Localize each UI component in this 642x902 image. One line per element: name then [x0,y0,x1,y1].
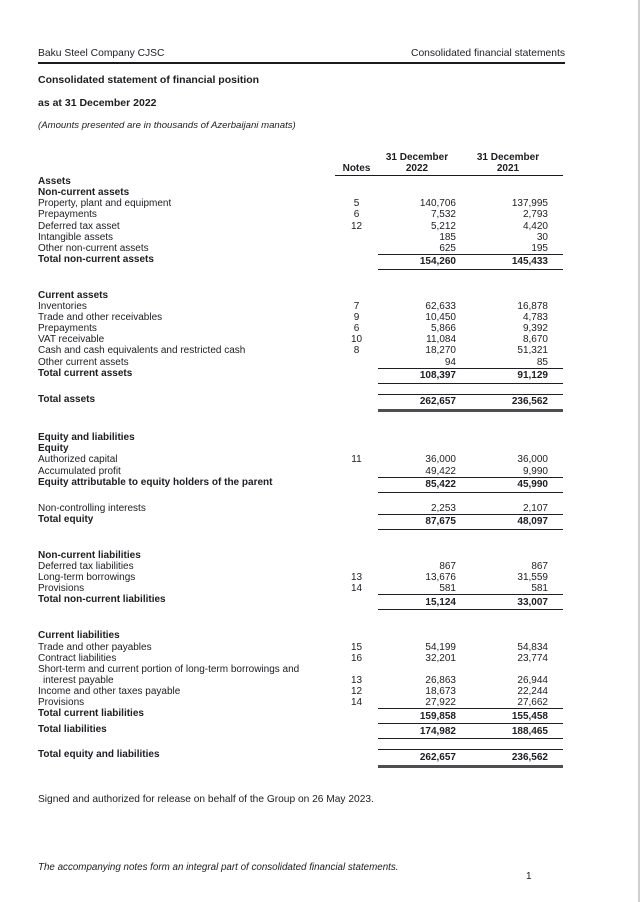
row-value-2021: 45,990 [468,477,563,493]
total-row [38,368,563,384]
row-value-2021 [468,290,563,301]
section-header-row [38,176,563,187]
document-type: Consolidated financial statements [411,48,565,59]
row-value-2021: 36,000 [517,454,548,466]
row-value-2022 [378,550,468,561]
row-value-2021: 195 [531,242,548,254]
row-value-2022: 2,253 [430,502,456,514]
header-label-spacer [38,163,335,176]
row-value-2021: 26,944 [517,674,548,686]
table-row [38,232,563,243]
section-header-row [38,187,563,198]
row-note [335,443,378,454]
row-value-2022: 7,532 [430,209,456,221]
row-value-2022: 26,863 [425,674,456,686]
row-value-2022: 87,675 [378,514,468,530]
row-note [335,254,378,270]
section-header-row [38,443,563,454]
row-label: Current assets [38,289,109,301]
row-note [335,368,378,384]
row-value-2022: 625 [439,242,456,254]
row-label: Total current liabilities [38,708,144,720]
row-note [335,466,378,477]
table-header-row-1 [38,152,563,163]
table-body [38,176,563,768]
row-label: Accumulated profit [38,465,121,477]
row-label: Total equity [38,513,94,525]
table-row [38,357,563,368]
row-value-2021: 137,995 [511,198,548,210]
col-2022-header-line1: 31 December [385,152,449,163]
row-value-2022 [378,290,468,301]
table-row [38,323,563,334]
row-label: Other current assets [38,356,129,368]
row-note: 15 [350,641,363,653]
table-row [38,675,563,686]
row-value-2022: 140,706 [419,198,456,210]
row-value-2022: 108,397 [378,368,468,384]
table-row [38,583,563,594]
row-label: Authorized capital [38,454,118,466]
row-value-2022: 154,260 [378,254,468,270]
page-number: 1 [526,871,532,882]
page-edge-shadow [638,0,640,902]
row-note: 14 [350,696,363,708]
row-label: Contract liabilities [38,652,117,664]
table-row [38,209,563,220]
row-note [335,724,378,739]
row-value-2021: 30 [536,231,548,243]
row-note: 14 [350,583,363,595]
row-value-2021: 31,559 [517,572,548,584]
row-label: VAT receivable [38,334,105,346]
header-label-spacer [38,152,335,163]
row-label: Income and other taxes payable [38,685,181,697]
total-row [38,514,563,530]
row-note: 6 [353,209,360,221]
row-note [335,357,378,368]
row-value-2022: 262,657 [378,394,468,413]
table-row [38,334,563,345]
table-row [38,572,563,583]
row-note: 11 [351,454,362,466]
table-row [38,345,563,356]
row-note: 13 [350,674,363,686]
row-label: interest payable [43,674,114,686]
table-row [38,653,563,664]
col-2021-header-line2: 2021 [468,163,563,176]
row-value-2021 [468,443,563,454]
total-row [38,394,563,413]
row-label: Deferred tax liabilities [38,561,134,573]
row-note: 12 [350,685,363,697]
row-label: Equity attributable to equity holders of the parent [38,476,273,488]
row-value-2021: 145,433 [468,254,563,270]
row-spacer [38,384,563,394]
row-label: Non-current assets [38,187,130,199]
amounts-note: (Amounts presented are in thousands of Azerbaijani manats) [38,120,296,131]
row-note [335,243,378,254]
row-value-2022: 13,676 [425,572,456,584]
table-row [38,642,563,653]
row-spacer [38,739,563,749]
row-label: Deferred tax asset [38,220,120,232]
row-value-2021: 33,007 [468,594,563,610]
row-spacer [38,412,563,432]
table-row [38,697,563,708]
total-row [38,749,563,768]
row-label: Equity and liabilities [38,432,135,444]
row-note [335,232,378,243]
row-value-2022: 581 [439,583,456,595]
row-label: Total non-current liabilities [38,594,166,606]
header-notes-spacer [335,152,378,163]
table-row [38,466,563,477]
row-label: Other non-current assets [38,242,149,254]
row-value-2021: 188,465 [468,724,563,739]
row-value-2022: 18,673 [425,685,456,697]
row-value-2022: 85,422 [378,477,468,493]
row-value-2021: 91,129 [468,368,563,384]
footer-note: The accompanying notes form an integral part of consolidated financial statements. [38,862,399,873]
row-note [335,187,378,198]
row-value-2022: 867 [439,561,456,573]
running-header [38,48,565,64]
statement-date: as at 31 December 2022 [38,97,157,109]
row-value-2021: 27,662 [517,696,548,708]
section-header-row [38,630,563,641]
row-value-2021: 155,458 [468,708,563,724]
row-note [335,514,378,530]
row-note: 5 [353,198,360,210]
row-value-2022: 94 [444,356,456,368]
row-value-2022: 15,124 [378,594,468,610]
table-header-row-2 [38,163,563,176]
row-spacer [38,530,563,550]
company-name: Baku Steel Company CJSC [38,48,165,59]
row-value-2022: 49,422 [425,465,456,477]
row-value-2022 [378,630,468,641]
row-note: 8 [353,345,360,357]
total-row [38,254,563,270]
row-value-2022: 174,982 [378,724,468,739]
row-value-2022: 5,212 [430,220,456,232]
total-row [38,724,563,739]
row-note [335,708,378,724]
col-2021-header-line1: 31 December [476,152,540,163]
row-label: Total non-current assets [38,253,154,265]
row-value-2021 [468,176,563,187]
page-content [38,48,565,805]
section-header-row [38,550,563,561]
row-label: Provisions [38,696,85,708]
table-row [38,686,563,697]
row-note: 10 [350,334,363,346]
row-value-2021: 236,562 [468,394,563,413]
row-value-2021: 48,097 [468,514,563,530]
row-label: Intangible assets [38,231,114,243]
row-value-2021: 54,834 [517,641,548,653]
row-value-2022 [378,176,468,187]
row-note: 13 [350,572,363,584]
row-spacer [38,493,563,503]
row-value-2021: 236,562 [468,749,563,768]
row-value-2021: 51,321 [517,345,548,357]
table-row [38,301,563,312]
table-row [38,503,563,514]
row-label: Provisions [38,583,85,595]
row-value-2021 [468,432,563,443]
total-row [38,477,563,493]
row-note: 9 [353,312,360,324]
row-value-2022: 10,450 [425,312,456,324]
table-row [38,664,563,675]
table-row [38,454,563,465]
row-value-2022: 36,000 [425,454,456,466]
row-label: Property, plant and equipment [38,198,172,210]
row-value-2021 [468,550,563,561]
row-value-2022 [378,187,468,198]
row-note [335,550,378,561]
row-label: Trade and other receivables [38,312,163,324]
row-value-2022: 11,084 [426,334,456,346]
row-value-2022: 27,922 [425,696,456,708]
row-note [335,630,378,641]
row-note: 7 [353,301,360,313]
section-header-row [38,290,563,301]
signed-note: Signed and authorized for release on behalf of the Group on 26 May 2023. [38,793,374,805]
col-2022-header-line2: 2022 [378,163,468,176]
row-value-2021 [468,630,563,641]
row-value-2021: 23,774 [517,652,548,664]
notes-column-header: Notes [335,163,378,176]
row-label: Non-current liabilities [38,549,141,561]
row-label: Total current assets [38,367,133,379]
row-label: Inventories [38,301,87,313]
row-label: Trade and other payables [38,641,152,653]
row-note [335,561,378,572]
row-note [335,176,378,187]
row-value-2021: 85 [536,356,548,368]
row-label: Total liabilities [38,724,107,736]
row-note [335,594,378,610]
row-spacer [38,270,563,290]
row-label: Total assets [38,393,96,405]
financial-position-table [38,152,563,768]
row-label: Prepayments [38,323,97,335]
row-value-2022: 5,866 [430,323,456,335]
row-value-2021: 2,793 [522,209,548,221]
row-note [335,394,378,413]
row-note: 12 [350,220,363,232]
row-value-2022: 62,633 [425,301,456,313]
row-note [335,749,378,768]
row-value-2022 [378,443,468,454]
row-label: Total equity and liabilities [38,749,160,761]
row-value-2021: 9,392 [522,323,548,335]
row-label: Cash and cash equivalents and restricted cash [38,345,246,357]
row-note [335,477,378,493]
row-label: Current liabilities [38,630,120,642]
table-row [38,198,563,209]
table-row [38,561,563,572]
row-value-2021: 22,244 [517,685,548,697]
row-value-2021: 4,783 [522,312,548,324]
row-value-2022: 185 [439,231,456,243]
row-value-2021 [468,187,563,198]
row-spacer [38,610,563,630]
row-value-2021: 8,670 [522,334,548,346]
statement-title: Consolidated statement of financial position [38,74,260,86]
total-row [38,708,563,724]
row-value-2021: 581 [531,583,548,595]
total-row [38,594,563,610]
row-value-2022: 18,270 [425,345,456,357]
row-value-2021: 16,878 [517,301,548,313]
table-row [38,312,563,323]
row-value-2021: 2,107 [522,502,548,514]
row-note: 6 [353,323,360,335]
row-value-2022: 54,199 [425,641,456,653]
row-value-2022: 32,201 [425,652,456,664]
row-value-2022 [378,432,468,443]
row-label: Equity [38,443,69,455]
row-label: Non-controlling interests [38,502,146,514]
row-value-2021: 9,990 [522,465,548,477]
row-label: Short-term and current portion of long-term borrowings and [38,663,300,675]
row-note: 16 [350,652,363,664]
row-value-2022: 262,657 [378,749,468,768]
table-row [38,243,563,254]
row-note [335,432,378,443]
row-note [335,290,378,301]
row-value-2021: 4,420 [522,220,548,232]
row-value-2022: 159,858 [378,708,468,724]
section-header-row [38,432,563,443]
row-value-2021: 867 [531,561,548,573]
row-note [335,503,378,514]
row-label: Long-term borrowings [38,572,136,584]
table-row [38,221,563,232]
row-label: Assets [38,176,71,188]
row-label: Prepayments [38,209,97,221]
